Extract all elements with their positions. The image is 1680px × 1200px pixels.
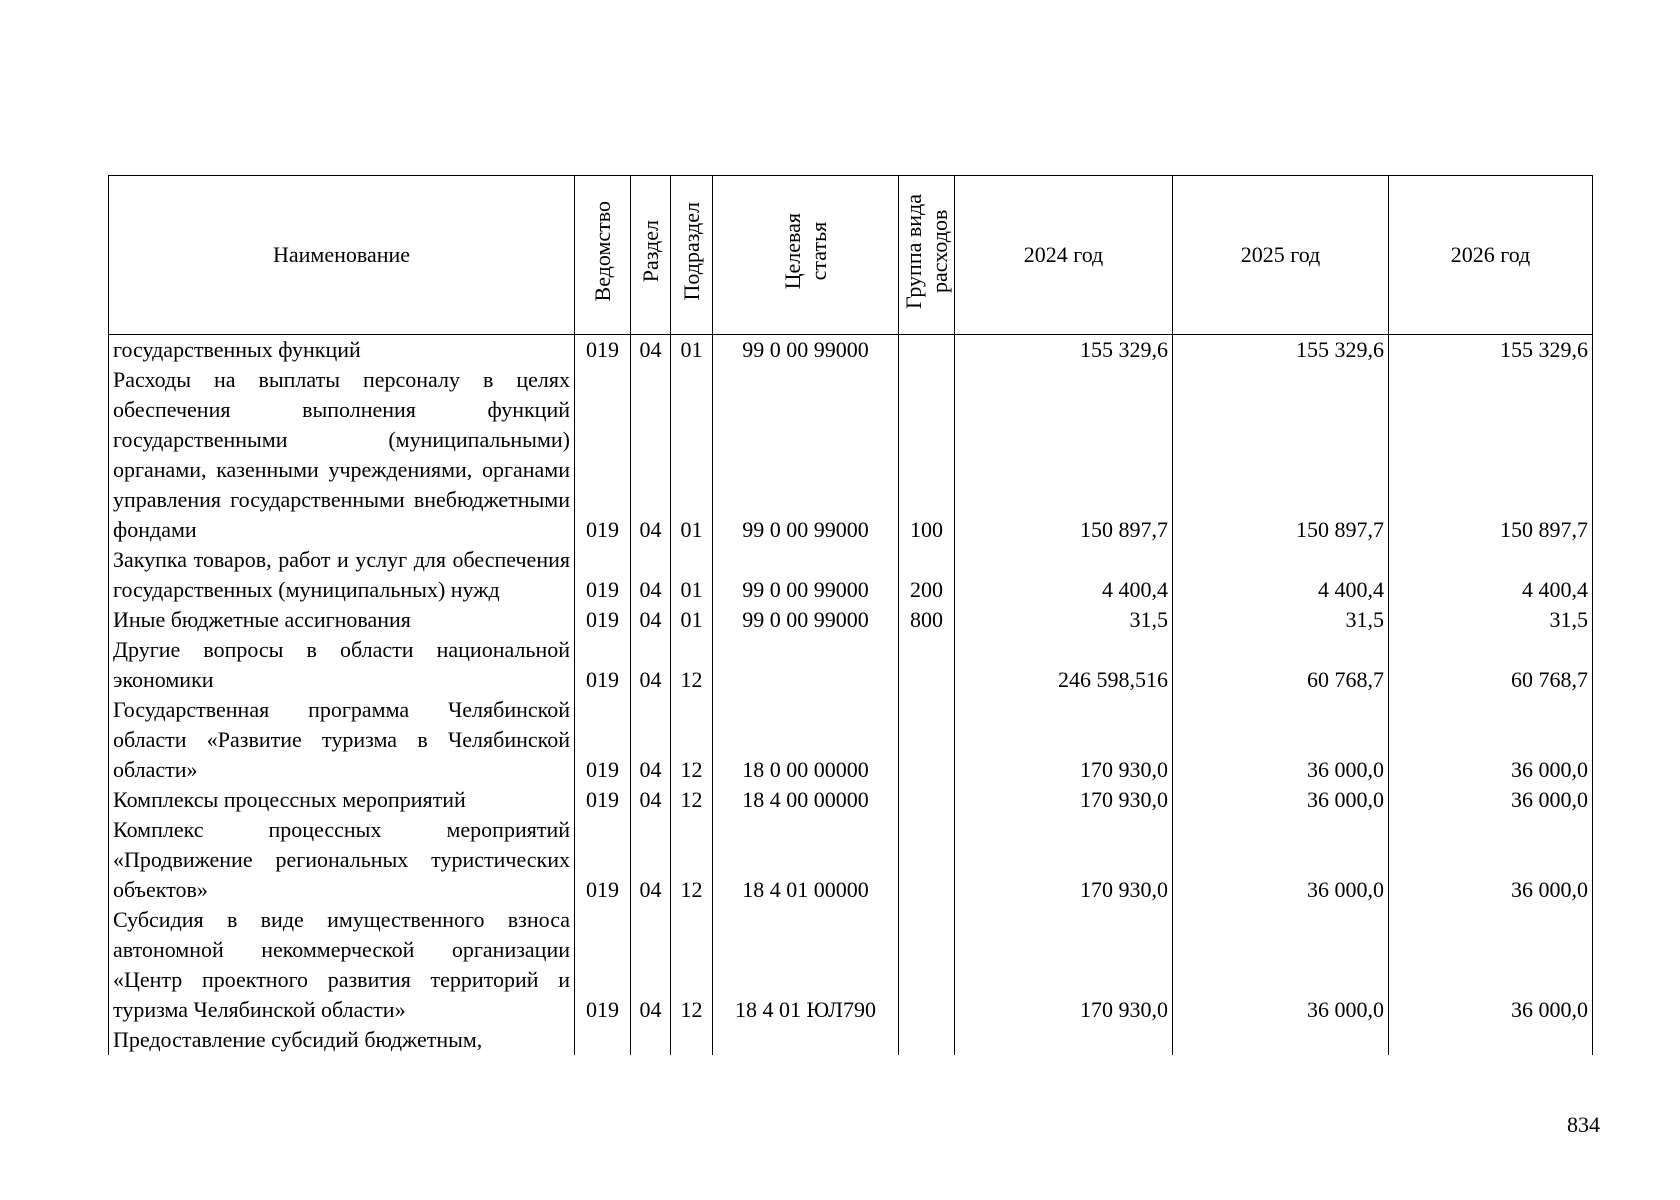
cell-name: Предоставление субсидий бюджетным,	[109, 1025, 575, 1055]
header-2025: 2025 год	[1173, 176, 1389, 335]
cell-name: Закупка товаров, работ и услуг для обеспечения государственных (муниципальных) нужд	[109, 545, 575, 605]
cell-expense-group	[899, 635, 955, 695]
cell-subsection: 12	[671, 635, 713, 695]
cell-expense-group	[899, 905, 955, 1025]
cell-expense-group: 100	[899, 365, 955, 545]
cell-target: 18 4 00 00000	[713, 785, 899, 815]
cell-2024: 4 400,4	[955, 545, 1173, 605]
cell-name: Государственная программа Челябинской области «Развитие туризма в Челябинской области»	[109, 695, 575, 785]
cell-section: 04	[631, 545, 671, 605]
cell-subsection: 12	[671, 695, 713, 785]
cell-dept: 019	[575, 605, 631, 635]
header-dept: Ведомство	[575, 176, 631, 335]
cell-expense-group: 800	[899, 605, 955, 635]
cell-target: 18 4 01 00000	[713, 815, 899, 905]
cell-expense-group	[899, 1025, 955, 1055]
cell-name: Расходы на выплаты персоналу в целях обеспечения выполнения функций государственными (муниципальными) органами, казенными учреждениями, органами управления государственными внебюджетными фондами	[109, 365, 575, 545]
cell-expense-group: 200	[899, 545, 955, 605]
cell-expense-group	[899, 815, 955, 905]
table-body	[109, 335, 1593, 1056]
table-header	[109, 176, 1593, 335]
header-name: Наименование	[109, 176, 575, 335]
cell-2026: 36 000,0	[1389, 815, 1593, 905]
cell-section: 04	[631, 605, 671, 635]
cell-name: Иные бюджетные ассигнования	[109, 605, 575, 635]
cell-expense-group	[899, 695, 955, 785]
cell-2024: 150 897,7	[955, 365, 1173, 545]
cell-dept: 019	[575, 905, 631, 1025]
cell-subsection: 01	[671, 605, 713, 635]
cell-subsection: 12	[671, 905, 713, 1025]
cell-dept: 019	[575, 785, 631, 815]
table-row	[109, 1025, 1593, 1055]
cell-2024: 31,5	[955, 605, 1173, 635]
cell-2025: 36 000,0	[1173, 905, 1389, 1025]
table-row	[109, 605, 1593, 635]
cell-2024: 246 598,516	[955, 635, 1173, 695]
cell-2024: 170 930,0	[955, 815, 1173, 905]
budget-table	[108, 175, 1593, 1055]
cell-dept: 019	[575, 815, 631, 905]
cell-2025: 150 897,7	[1173, 365, 1389, 545]
header-target: Целевая статья	[713, 176, 899, 335]
cell-dept: 019	[575, 335, 631, 366]
table-row	[109, 635, 1593, 695]
cell-2026: 36 000,0	[1389, 905, 1593, 1025]
cell-subsection: 01	[671, 545, 713, 605]
table-row	[109, 545, 1593, 605]
cell-dept: 019	[575, 695, 631, 785]
cell-dept: 019	[575, 635, 631, 695]
cell-2025: 36 000,0	[1173, 785, 1389, 815]
table-row	[109, 785, 1593, 815]
cell-name: Другие вопросы в области национальной экономики	[109, 635, 575, 695]
cell-2024: 155 329,6	[955, 335, 1173, 366]
cell-2026: 36 000,0	[1389, 785, 1593, 815]
cell-target: 99 0 00 99000	[713, 545, 899, 605]
cell-2024: 170 930,0	[955, 905, 1173, 1025]
header-2026: 2026 год	[1389, 176, 1593, 335]
cell-target: 99 0 00 99000	[713, 365, 899, 545]
cell-subsection: 01	[671, 335, 713, 366]
cell-subsection	[671, 1025, 713, 1055]
cell-name: государственных функций	[109, 335, 575, 366]
cell-subsection: 01	[671, 365, 713, 545]
cell-2026	[1389, 1025, 1593, 1055]
cell-2026: 150 897,7	[1389, 365, 1593, 545]
header-subsection: Подраздел	[671, 176, 713, 335]
cell-2026: 4 400,4	[1389, 545, 1593, 605]
cell-target: 18 4 01 ЮЛ790	[713, 905, 899, 1025]
cell-2026: 60 768,7	[1389, 635, 1593, 695]
cell-2025: 36 000,0	[1173, 815, 1389, 905]
table-row	[109, 695, 1593, 785]
table-row	[109, 905, 1593, 1025]
cell-subsection: 12	[671, 815, 713, 905]
cell-2025	[1173, 1025, 1389, 1055]
page-number: 834	[1567, 1112, 1600, 1137]
cell-expense-group	[899, 335, 955, 366]
cell-2025: 155 329,6	[1173, 335, 1389, 366]
cell-target	[713, 1025, 899, 1055]
cell-section: 04	[631, 365, 671, 545]
cell-dept: 019	[575, 545, 631, 605]
cell-expense-group	[899, 785, 955, 815]
cell-2025: 31,5	[1173, 605, 1389, 635]
table-row	[109, 335, 1593, 366]
cell-2025: 4 400,4	[1173, 545, 1389, 605]
cell-2024: 170 930,0	[955, 695, 1173, 785]
cell-section: 04	[631, 695, 671, 785]
cell-2025: 36 000,0	[1173, 695, 1389, 785]
cell-target: 99 0 00 99000	[713, 335, 899, 366]
cell-2026: 155 329,6	[1389, 335, 1593, 366]
cell-subsection: 12	[671, 785, 713, 815]
cell-2025: 60 768,7	[1173, 635, 1389, 695]
cell-target: 99 0 00 99000	[713, 605, 899, 635]
cell-dept: 019	[575, 365, 631, 545]
cell-2024	[955, 1025, 1173, 1055]
cell-name: Комплекс процессных мероприятий «Продвижение региональных туристических объектов»	[109, 815, 575, 905]
cell-target: 18 0 00 00000	[713, 695, 899, 785]
header-2024: 2024 год	[955, 176, 1173, 335]
cell-2026: 31,5	[1389, 605, 1593, 635]
cell-dept	[575, 1025, 631, 1055]
cell-target	[713, 635, 899, 695]
cell-section	[631, 1025, 671, 1055]
cell-name: Субсидия в виде имущественного взноса автономной некоммерческой организации «Центр проектного развития территорий и туризма Челябинской области»	[109, 905, 575, 1025]
cell-section: 04	[631, 785, 671, 815]
table-row	[109, 365, 1593, 545]
cell-section: 04	[631, 335, 671, 366]
table-row	[109, 815, 1593, 905]
cell-section: 04	[631, 635, 671, 695]
cell-name: Комплексы процессных мероприятий	[109, 785, 575, 815]
cell-section: 04	[631, 815, 671, 905]
cell-section: 04	[631, 905, 671, 1025]
header-expense-group: Группа вида расходов	[899, 176, 955, 335]
cell-2026: 36 000,0	[1389, 695, 1593, 785]
header-section: Раздел	[631, 176, 671, 335]
cell-2024: 170 930,0	[955, 785, 1173, 815]
